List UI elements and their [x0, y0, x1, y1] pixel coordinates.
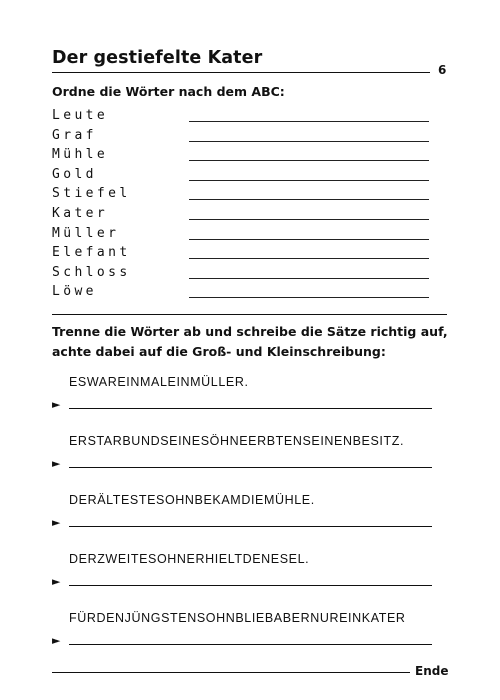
word-row [52, 265, 432, 285]
arrow-right-icon: ► [52, 457, 61, 470]
sentence-item [52, 493, 442, 537]
exercise1-instruction: Ordne die Wörter nach dem ABC: [52, 84, 285, 99]
answer-line[interactable] [189, 160, 429, 161]
instruction-line: achte dabei auf die Groß- und Kleinschreibung: [52, 344, 386, 359]
exercise2-instruction [52, 322, 452, 362]
word: Leute [52, 108, 109, 123]
sentence-item [52, 375, 442, 419]
answer-line[interactable] [189, 278, 429, 279]
answer-line[interactable] [69, 408, 432, 409]
word-row [52, 206, 432, 226]
arrow-right-icon: ► [52, 516, 61, 529]
section-divider [52, 314, 447, 315]
sentence-item [52, 552, 442, 596]
sentence-item [52, 611, 442, 655]
arrow-right-icon: ► [52, 634, 61, 647]
scrambled-sentence: ERSTARBUNDSEINESÖHNEERBTENSEINENBESITZ. [69, 434, 405, 448]
word-row [52, 147, 432, 167]
answer-line[interactable] [69, 467, 432, 468]
word: Schloss [52, 264, 131, 280]
scrambled-sentence: DERÄLTESTESOHNBEKAMDIEMÜHLE. [69, 493, 315, 507]
answer-line[interactable] [189, 199, 429, 200]
footer-rule [52, 672, 410, 673]
word-row [52, 186, 432, 206]
answer-line[interactable] [189, 219, 429, 220]
word-row [52, 108, 432, 128]
scrambled-sentence: ESWAREINMALEINMÜLLER. [69, 375, 249, 389]
word: Löwe [52, 284, 97, 300]
word-row [52, 128, 432, 148]
page-title: Der gestiefelte Kater [52, 48, 263, 68]
page-number: 6 [438, 63, 447, 77]
answer-line[interactable] [69, 644, 432, 645]
word: Graf [52, 127, 97, 143]
arrow-right-icon: ► [52, 575, 61, 588]
answer-line[interactable] [189, 239, 429, 240]
word-list [52, 108, 432, 304]
answer-line[interactable] [189, 121, 429, 122]
word: Müller [52, 225, 120, 241]
word: Elefant [52, 245, 131, 261]
word: Kater [52, 205, 109, 221]
word: Mühle [52, 147, 109, 163]
answer-line[interactable] [69, 585, 432, 586]
scrambled-sentence: DERZWEITESOHNERHIELTDENESEL. [69, 552, 310, 566]
answer-line[interactable] [189, 258, 429, 259]
scrambled-sentence: FÜRDENJÜNGSTENSOHNBLIEBABERNUREINKATER [69, 611, 406, 625]
word-row [52, 226, 432, 246]
word-row [52, 167, 432, 187]
word: Stiefel [52, 186, 131, 202]
answer-line[interactable] [69, 526, 432, 527]
answer-line[interactable] [189, 297, 429, 298]
word: Gold [52, 166, 97, 182]
end-label: Ende [415, 664, 449, 678]
word-row [52, 245, 432, 265]
sentence-item [52, 434, 442, 478]
answer-line[interactable] [189, 141, 429, 142]
arrow-right-icon: ► [52, 398, 61, 411]
word-row [52, 284, 432, 304]
answer-line[interactable] [189, 180, 429, 181]
title-rule [52, 72, 430, 73]
instruction-line: Trenne die Wörter ab und schreibe die Sätze richtig auf, [52, 324, 448, 339]
